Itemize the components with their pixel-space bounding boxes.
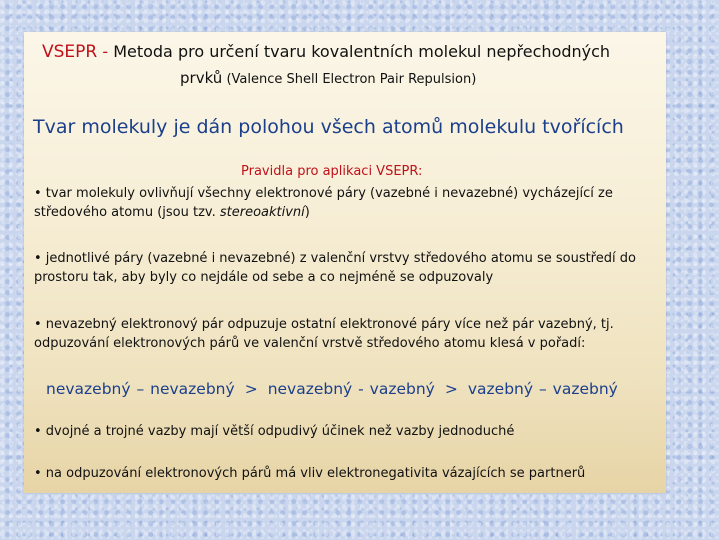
order-second: nevazebný - vazebný — [267, 380, 435, 398]
title-line-1 — [42, 42, 610, 62]
order-separator-1: > — [244, 380, 258, 398]
rules-heading: Pravidla pro aplikaci VSEPR: — [241, 164, 423, 179]
title-dash: - — [97, 42, 114, 61]
rule-1-italic: stereoaktivní — [219, 205, 305, 220]
rule-2: • jednotlivé páry (vazebné i nevazebné) z valenční vrstvy středového atomu se soustředí do prostoru tak, aby byly co nejdále od sebe a co nejméně se odpuzovaly — [34, 251, 636, 285]
title-bold-word: prvků — [180, 69, 223, 87]
title-text: Metoda pro určení tvaru kovalentních molekul nepřechodných — [113, 42, 611, 61]
slide-panel — [24, 32, 666, 493]
headline: Tvar molekuly je dán polohou všech atomů molekulu tvořících — [33, 116, 624, 138]
order-third: vazebný – vazebný — [467, 380, 618, 398]
rule-1-text: • tvar molekuly ovlivňují všechny elektronové páry (vazebné i nevazebné) vycházející ze středového atomu (jsou tzv. — [34, 186, 613, 220]
rule-4: • dvojné a trojné vazby mají větší odpudivý účinek než vazby jednoduché — [34, 424, 515, 439]
rule-3: • nevazebný elektronový pár odpuzuje ostatní elektronové páry více než pár vazebný, tj. odpuzování elektronových párů ve valenční vrstvě středového atomu klesá v pořadí: — [34, 317, 614, 351]
rule-1-end: ) — [304, 205, 310, 220]
rule-5: • na odpuzování elektronových párů má vliv elektronegativita vázajících se partnerů — [34, 466, 586, 481]
repulsion-order — [46, 380, 618, 398]
title-subtitle: (Valence Shell Electron Pair Repulsion) — [222, 72, 477, 87]
order-first: nevazebný – nevazebný — [46, 380, 235, 398]
title-line-2 — [180, 69, 476, 87]
order-separator-2: > — [444, 380, 458, 398]
rule-1 — [34, 184, 659, 222]
title-acronym: VSEPR — [42, 42, 98, 62]
